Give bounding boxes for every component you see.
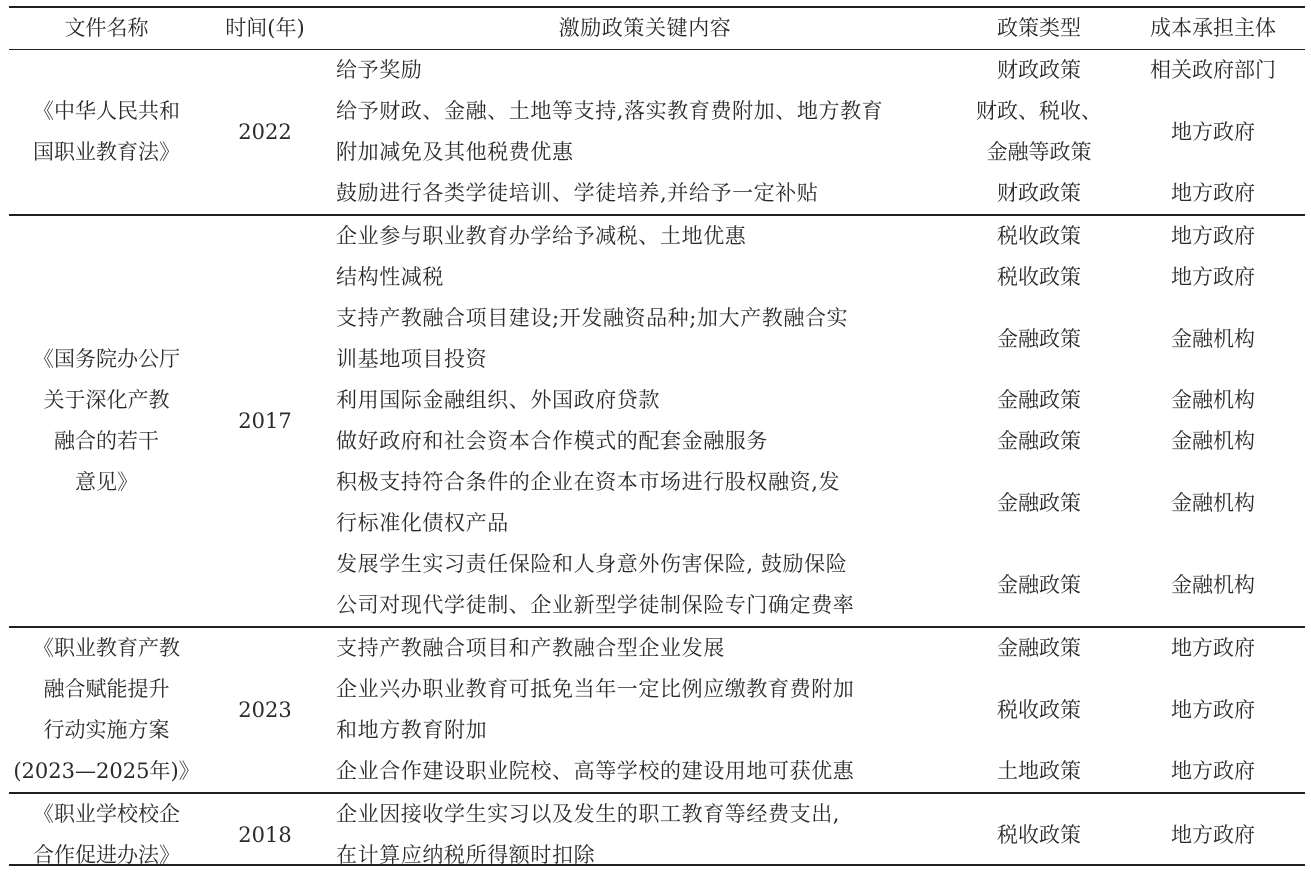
- cost-bearer-cell: 金融机构: [1171, 326, 1255, 351]
- policy-type-cell: [964, 257, 1114, 298]
- policy-content-cell: [336, 91, 954, 173]
- policy-content-line: 发展学生实习责任保险和人身意外伤害保险, 鼓励保险: [336, 552, 848, 576]
- document-name-line: 《职业学校校企: [33, 802, 180, 826]
- document-name-cell: [9, 91, 204, 173]
- document-name-line: 国职业教育法》: [33, 140, 180, 164]
- policy-type-line: 金融政策: [997, 636, 1081, 660]
- header-policy-type: 政策类型: [997, 16, 1081, 40]
- policy-content-line: 鼓励进行各类学徒培训、学徒培养,并给予一定补贴: [336, 181, 819, 205]
- policy-content-line: 行标准化债权产品: [336, 511, 509, 535]
- policy-type-line: 财政政策: [997, 181, 1081, 205]
- cost-bearer-cell: 地方政府: [1171, 119, 1255, 144]
- policy-content-line: 做好政府和社会资本合作模式的配套金融服务: [336, 429, 768, 453]
- policy-content-cell: [336, 751, 954, 792]
- year-cell: 2017: [238, 408, 292, 433]
- policy-type-line: 金融政策: [997, 388, 1081, 412]
- document-name-line: (2023—2025年)》: [13, 759, 200, 783]
- cost-bearer-cell: 金融机构: [1171, 490, 1255, 515]
- header-document-name: 文件名称: [64, 16, 149, 40]
- policy-type-cell: [964, 380, 1114, 421]
- policy-type-cell: [964, 216, 1114, 257]
- policy-content-line: 支持产教融合项目建设;开发融资品种;加大产教融合实: [336, 306, 849, 330]
- policy-type-cell: [964, 91, 1114, 173]
- document-name-line: 《国务院办公厅: [33, 347, 180, 371]
- policy-content-cell: [336, 462, 954, 544]
- header-policy-content: 激励政策关键内容: [558, 16, 732, 40]
- header-year: 时间(年): [225, 16, 305, 40]
- policy-type-line: 金融政策: [997, 326, 1081, 351]
- policy-type-cell: [964, 319, 1114, 360]
- policy-content-cell: [336, 173, 954, 214]
- policy-type-line: 财政政策: [997, 58, 1081, 82]
- policy-type-cell: [964, 421, 1114, 462]
- policy-content-cell: [336, 380, 954, 421]
- policy-content-cell: [336, 421, 954, 462]
- document-name-cell: [9, 794, 204, 876]
- policy-type-cell: [964, 690, 1114, 731]
- policy-type-cell: [964, 628, 1114, 669]
- document-name-line: 融合赋能提升: [43, 677, 170, 701]
- header-cost-bearer: 成本承担主体: [1150, 16, 1276, 40]
- policy-type-line: 税收政策: [997, 265, 1081, 289]
- cost-bearer-cell: 地方政府: [1171, 265, 1255, 289]
- document-name-cell: [9, 339, 204, 503]
- policy-content-line: 企业参与职业教育办学给予减税、土地优惠: [336, 224, 747, 248]
- policy-content-line: 支持产教融合项目和产教融合型企业发展: [336, 636, 725, 660]
- cost-bearer-cell: 地方政府: [1171, 224, 1255, 248]
- year-cell: 2022: [238, 119, 292, 144]
- policy-type-line: 土地政策: [997, 759, 1081, 783]
- year-cell: 2018: [238, 822, 292, 847]
- policy-content-cell: [336, 50, 954, 91]
- document-name-line: 意见》: [75, 470, 138, 494]
- cost-bearer-cell: 相关政府部门: [1150, 58, 1276, 82]
- policy-type-cell: [964, 815, 1114, 856]
- cost-bearer-cell: 地方政府: [1171, 636, 1255, 660]
- cost-bearer-cell: 地方政府: [1171, 759, 1255, 783]
- policy-type-line: 税收政策: [997, 224, 1081, 248]
- year-cell: 2023: [238, 697, 292, 722]
- policy-content-cell: [336, 794, 954, 876]
- document-name-line: 《中华人民共和: [33, 99, 180, 123]
- cost-bearer-cell: 金融机构: [1171, 429, 1255, 453]
- policy-type-line: 税收政策: [997, 822, 1081, 847]
- policy-content-line: 企业合作建设职业院校、高等学校的建设用地可获优惠: [336, 759, 855, 783]
- cost-bearer-cell: 地方政府: [1171, 181, 1255, 205]
- policy-content-line: 给予财政、金融、土地等支持,落实教育费附加、地方教育: [336, 99, 884, 123]
- policy-table: [9, 6, 1305, 866]
- policy-content-line: 企业因接收学生实习以及发生的职工教育等经费支出,: [336, 802, 841, 826]
- document-name-line: 《职业教育产教: [33, 636, 180, 660]
- policy-content-cell: [336, 544, 954, 626]
- document-name-line: 合作促进办法》: [33, 843, 180, 867]
- cost-bearer-cell: 地方政府: [1171, 697, 1255, 722]
- policy-content-line: 附加减免及其他税费优惠: [336, 140, 574, 164]
- policy-content-line: 给予奖励: [336, 58, 423, 82]
- policy-type-cell: [964, 483, 1114, 524]
- document-name-cell: [9, 628, 204, 792]
- policy-content-line: 企业兴办职业教育可抵免当年一定比例应缴教育费附加: [336, 677, 855, 701]
- policy-type-line: 金融政策: [997, 490, 1081, 515]
- policy-type-cell: [964, 173, 1114, 214]
- document-name-line: 行动实施方案: [43, 718, 170, 742]
- policy-content-cell: [336, 216, 954, 257]
- policy-content-cell: [336, 298, 954, 380]
- policy-type-line: 财政、税收、: [976, 99, 1102, 123]
- cost-bearer-cell: 地方政府: [1171, 822, 1255, 847]
- policy-content-line: 公司对现代学徒制、企业新型学徒制保险专门确定费率: [336, 593, 855, 617]
- policy-type-line: 金融政策: [997, 572, 1081, 597]
- policy-type-cell: [964, 751, 1114, 792]
- document-name-line: 融合的若干: [54, 429, 159, 453]
- policy-type-cell: [964, 565, 1114, 606]
- policy-content-line: 利用国际金融组织、外国政府贷款: [336, 388, 660, 412]
- policy-content-line: 和地方教育附加: [336, 718, 488, 742]
- policy-type-line: 金融等政策: [986, 140, 1092, 164]
- policy-type-line: 金融政策: [997, 429, 1081, 453]
- policy-type-cell: [964, 50, 1114, 91]
- policy-content-cell: [336, 257, 954, 298]
- policy-content-cell: [336, 628, 954, 669]
- document-name-line: 关于深化产教: [43, 388, 170, 412]
- cost-bearer-cell: 金融机构: [1171, 388, 1255, 412]
- cost-bearer-cell: 金融机构: [1171, 572, 1255, 597]
- policy-content-cell: [336, 669, 954, 751]
- policy-content-line: 在计算应纳税所得额时扣除: [336, 843, 596, 867]
- policy-content-line: 结构性减税: [336, 265, 444, 289]
- policy-content-line: 训基地项目投资: [336, 347, 488, 371]
- policy-content-line: 积极支持符合条件的企业在资本市场进行股权融资,发: [336, 470, 841, 494]
- policy-type-line: 税收政策: [997, 697, 1081, 722]
